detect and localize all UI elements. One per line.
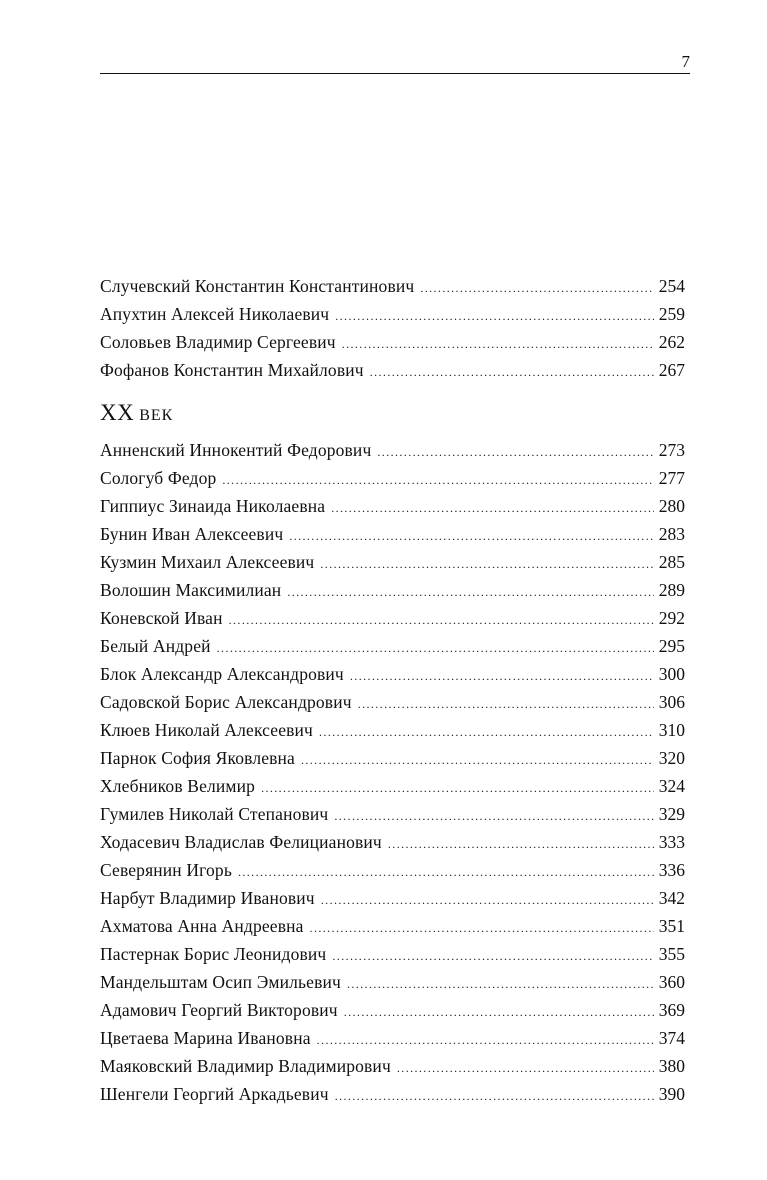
toc-entry[interactable] [100, 1024, 685, 1052]
toc-entry[interactable] [100, 744, 685, 772]
toc-entry-name: Нарбут Владимир Иванович [100, 888, 315, 908]
toc-entry-page: 300 [658, 664, 685, 684]
dot-leader [420, 274, 653, 302]
toc-entry-name: Ахматова Анна Андреевна [100, 916, 304, 936]
toc-entry-name: Фофанов Константин Михайлович [100, 360, 364, 380]
toc-entry[interactable] [100, 996, 685, 1024]
toc-entry-page: 342 [658, 888, 685, 908]
toc-entry-name: Ходасевич Владислав Фелицианович [100, 832, 382, 852]
dot-leader [335, 302, 654, 330]
toc-entry-page: 333 [658, 832, 685, 852]
dot-leader [370, 358, 654, 386]
toc-entry-page: 259 [658, 304, 685, 324]
toc-entry-page: 380 [658, 1056, 685, 1076]
toc-entry[interactable] [100, 660, 685, 688]
toc-entry-name: Гумилев Николай Степанович [100, 804, 329, 824]
toc-entry-name: Мандельштам Осип Эмильевич [100, 972, 341, 992]
toc-entry-name: Анненский Иннокентий Федорович [100, 440, 372, 460]
toc-entry-name: Блок Александр Александрович [100, 664, 344, 684]
toc-list-20th-century [100, 436, 685, 1108]
toc-entry-name: Клюев Николай Алексеевич [100, 720, 314, 740]
toc-entry-page: 254 [658, 276, 685, 296]
toc-entry-page: 283 [658, 524, 685, 544]
dot-leader [229, 606, 654, 634]
dot-leader [317, 1026, 654, 1054]
header-rule [100, 73, 690, 74]
toc-entry-name: Садовской Борис Александрович [100, 692, 352, 712]
dot-leader [301, 746, 654, 774]
toc-entry[interactable] [100, 604, 685, 632]
toc-entry[interactable] [100, 856, 685, 884]
dot-leader [344, 998, 654, 1026]
toc-entry[interactable] [100, 1080, 685, 1108]
toc-entry-name: Шенгели Георгий Аркадьевич [100, 1084, 329, 1104]
toc-entry[interactable] [100, 492, 685, 520]
toc-entry-name: Апухтин Алексей Николаевич [100, 304, 330, 324]
dot-leader [238, 858, 654, 886]
dot-leader [388, 830, 654, 858]
toc-entry[interactable] [100, 1052, 685, 1080]
page-number: 7 [681, 52, 690, 71]
toc-entry-page: 390 [658, 1084, 685, 1104]
dot-leader [310, 914, 654, 942]
dot-leader [332, 942, 653, 970]
toc-entry-page: 262 [658, 332, 685, 352]
section-heading-20th-century [100, 399, 173, 430]
toc-entry[interactable] [100, 884, 685, 912]
toc-entry-page: 295 [658, 636, 685, 656]
toc-entry-name: Цветаева Марина Ивановна [100, 1028, 311, 1048]
toc-entry[interactable] [100, 912, 685, 940]
toc-entry-name: Бунин Иван Алексеевич [100, 524, 284, 544]
dot-leader [335, 1082, 654, 1110]
dot-leader [358, 690, 654, 718]
toc-entry-name: Кузмин Михаил Алексеевич [100, 552, 315, 572]
dot-leader [289, 522, 653, 550]
dot-leader [347, 970, 654, 998]
toc-entry-page: 336 [658, 860, 685, 880]
toc-entry-page: 277 [658, 468, 685, 488]
toc-entry[interactable] [100, 632, 685, 660]
dot-leader [397, 1054, 654, 1082]
toc-entry-page: 329 [658, 804, 685, 824]
toc-entry-name: Сологуб Федор [100, 468, 217, 488]
dot-leader [261, 774, 654, 802]
dot-leader [377, 438, 653, 466]
toc-entry[interactable] [100, 328, 685, 356]
toc-entry-page: 292 [658, 608, 685, 628]
toc-entry-name: Случевский Константин Константинович [100, 276, 415, 296]
dot-leader [287, 578, 653, 606]
dot-leader [321, 886, 654, 914]
toc-entry-page: 267 [658, 360, 685, 380]
toc-entry-name: Соловьев Владимир Сергеевич [100, 332, 336, 352]
toc-entry-page: 369 [658, 1000, 685, 1020]
toc-entry[interactable] [100, 548, 685, 576]
section-heading-main: XX [100, 400, 135, 425]
dot-leader [334, 802, 653, 830]
toc-entry[interactable] [100, 940, 685, 968]
dot-leader [217, 634, 654, 662]
dot-leader [331, 494, 654, 522]
toc-list-19th-century [100, 272, 685, 384]
toc-entry[interactable] [100, 800, 685, 828]
toc-entry-name: Белый Андрей [100, 636, 211, 656]
toc-entry-page: 280 [658, 496, 685, 516]
toc-entry[interactable] [100, 716, 685, 744]
toc-entry-page: 360 [658, 972, 685, 992]
toc-entry-name: Парнок София Яковлевна [100, 748, 295, 768]
dot-leader [320, 550, 653, 578]
toc-entry[interactable] [100, 828, 685, 856]
toc-entry[interactable] [100, 772, 685, 800]
toc-entry[interactable] [100, 436, 685, 464]
toc-entry-name: Гиппиус Зинаида Николаевна [100, 496, 326, 516]
toc-entry-page: 320 [658, 748, 685, 768]
toc-entry-page: 355 [658, 944, 685, 964]
toc-entry[interactable] [100, 300, 685, 328]
dot-leader [222, 466, 653, 494]
toc-entry[interactable] [100, 356, 685, 384]
toc-entry-page: 273 [658, 440, 685, 460]
toc-entry-page: 351 [658, 916, 685, 936]
toc-entry-name: Маяковский Владимир Владимирович [100, 1056, 391, 1076]
toc-entry-page: 374 [658, 1028, 685, 1048]
toc-entry-name: Волошин Максимилиан [100, 580, 282, 600]
section-heading-sub: ВЕК [139, 407, 174, 424]
toc-entry[interactable] [100, 968, 685, 996]
toc-entry-name: Коневской Иван [100, 608, 223, 628]
dot-leader [342, 330, 654, 358]
toc-entry-page: 285 [658, 552, 685, 572]
toc-entry[interactable] [100, 688, 685, 716]
toc-entry-page: 324 [658, 776, 685, 796]
toc-entry-page: 310 [658, 720, 685, 740]
toc-entry-name: Хлебников Велимир [100, 776, 256, 796]
toc-entry[interactable] [100, 520, 685, 548]
toc-entry[interactable] [100, 576, 685, 604]
toc-entry-name: Северянин Игорь [100, 860, 232, 880]
dot-leader [319, 718, 654, 746]
toc-entry-name: Пастернак Борис Леонидович [100, 944, 327, 964]
toc-entry[interactable] [100, 464, 685, 492]
toc-entry[interactable] [100, 272, 685, 300]
dot-leader [350, 662, 654, 690]
toc-entry-page: 289 [658, 580, 685, 600]
toc-entry-page: 306 [658, 692, 685, 712]
toc-entry-name: Адамович Георгий Викторович [100, 1000, 338, 1020]
